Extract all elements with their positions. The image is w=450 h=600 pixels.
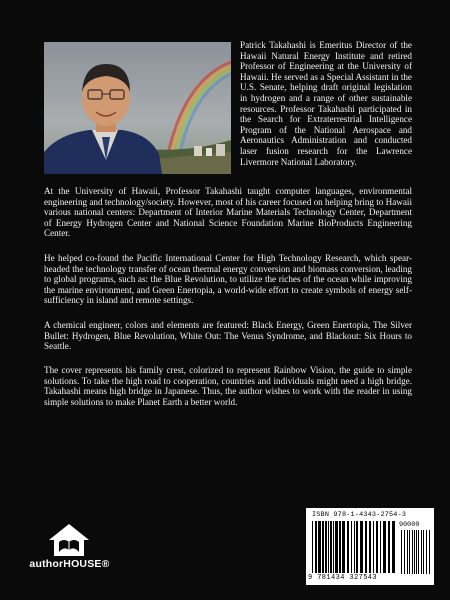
barcode-bar [404,530,405,574]
publisher-name: authorHOUSE® [29,558,110,570]
barcode-bar [388,521,390,573]
barcode-bar [418,530,419,574]
barcode-bar [312,521,313,573]
barcode-bar [383,521,386,573]
author-bio-intro: Patrick Takahashi is Emeritus Director of the Hawaii Natural Energy Institute and retired Professor of Engineering at the University of Hawaii. He served as a Special Assistant in the U.S. Senate, helping draft original legislation in hydrogen and a range of other sustainable resources. Professor Takahashi participated in the Search for Extraterrestrial Intelligence Program of the National Aerospace and Aeronautics Administration and conducted laser fusion research for the Lawrence Livermore National Laboratory. [240,40,412,167]
barcode-bar [380,521,381,573]
author-photo-image [44,42,231,174]
barcode-bar [429,530,430,574]
ean-barcode-bars [312,521,396,576]
barcode-bar [347,521,349,573]
barcode-bar [339,521,341,573]
barcode-bar [426,530,427,574]
barcode-bar [416,530,417,574]
barcode-bar [328,521,329,573]
barcode-bar [351,521,352,573]
barcode-bar [330,521,332,573]
bio-paragraph-cover: The cover represents his family crest, colorized to represent Rainbow Vision, the guide to simple solutions. To take the high road to cooperation, countries and individuals might need a high bridge. Takahashi means high bridge in Japanese. Thus, the author wishes to work with the reader in using simple solutions to make Planet Earth a better world. [44,365,412,407]
barcode-bar [407,530,408,574]
barcode-bar [354,521,355,573]
barcode-addon-number: 90000 [399,521,420,529]
barcode-bar [356,521,358,573]
bio-paragraph-colors: A chemical engineer, colors and elements are featured: Black Energy, Green Enertopia, The Silver Bullet: Hydrogen, Blue Revolution, White Out: The Venus Syndrome, and Blackout: Six Hours to Seattle. [44,320,412,352]
barcode-bar [373,521,374,573]
barcode-bar [333,521,334,573]
barcode-bar [318,521,321,573]
barcode-bar [365,521,367,573]
barcode-bar [315,521,317,573]
barcode-bar [412,530,413,574]
ean-digits: 9 781434 327543 [308,574,378,582]
barcode-bar [423,530,424,574]
barcode-bar [325,521,327,573]
bio-paragraph-career: At the University of Hawaii, Professor Takahashi taught computer languages, environmental engineering and technology/society. However, most of his career focused on helping bring to Hawaii various national centers: Department of Interior Marine Materials Technology Center, Department of Energy Hydrogen Center and National Science Foundation Marine BioProducts Engineering Center. [44,186,412,239]
barcode-bar [401,530,402,574]
barcode-bar [369,521,371,573]
author-photo [44,42,231,174]
bio-paragraph-pict: He helped co-found the Pacific International Center for High Technology Research, which spear-headed the technology transfer of ocean thermal energy conversion and biomass conversion, leading to global programs, such as: the Blue Revolution, to utilize the riches of the ocean while improving the marine environment, and Green Enertopia, a world-wide effort to create symbols of energy self-sufficiency in island and remote settings. [44,253,412,306]
barcode-bar [421,530,422,574]
barcode-bar [414,530,415,574]
barcode-bar [360,521,363,573]
barcode-bar [342,521,345,573]
isbn-barcode [306,508,434,585]
isbn-label: ISBN 978-1-4343-2754-3 [312,511,407,519]
addon-barcode-bars [401,530,431,576]
barcode-bar [376,521,378,573]
barcode-bar [335,521,338,573]
barcode-bar [322,521,324,573]
publisher-logo [22,522,117,572]
barcode-bar [392,521,395,573]
barcode-bar [409,530,410,574]
house-with-book-icon [47,522,91,558]
